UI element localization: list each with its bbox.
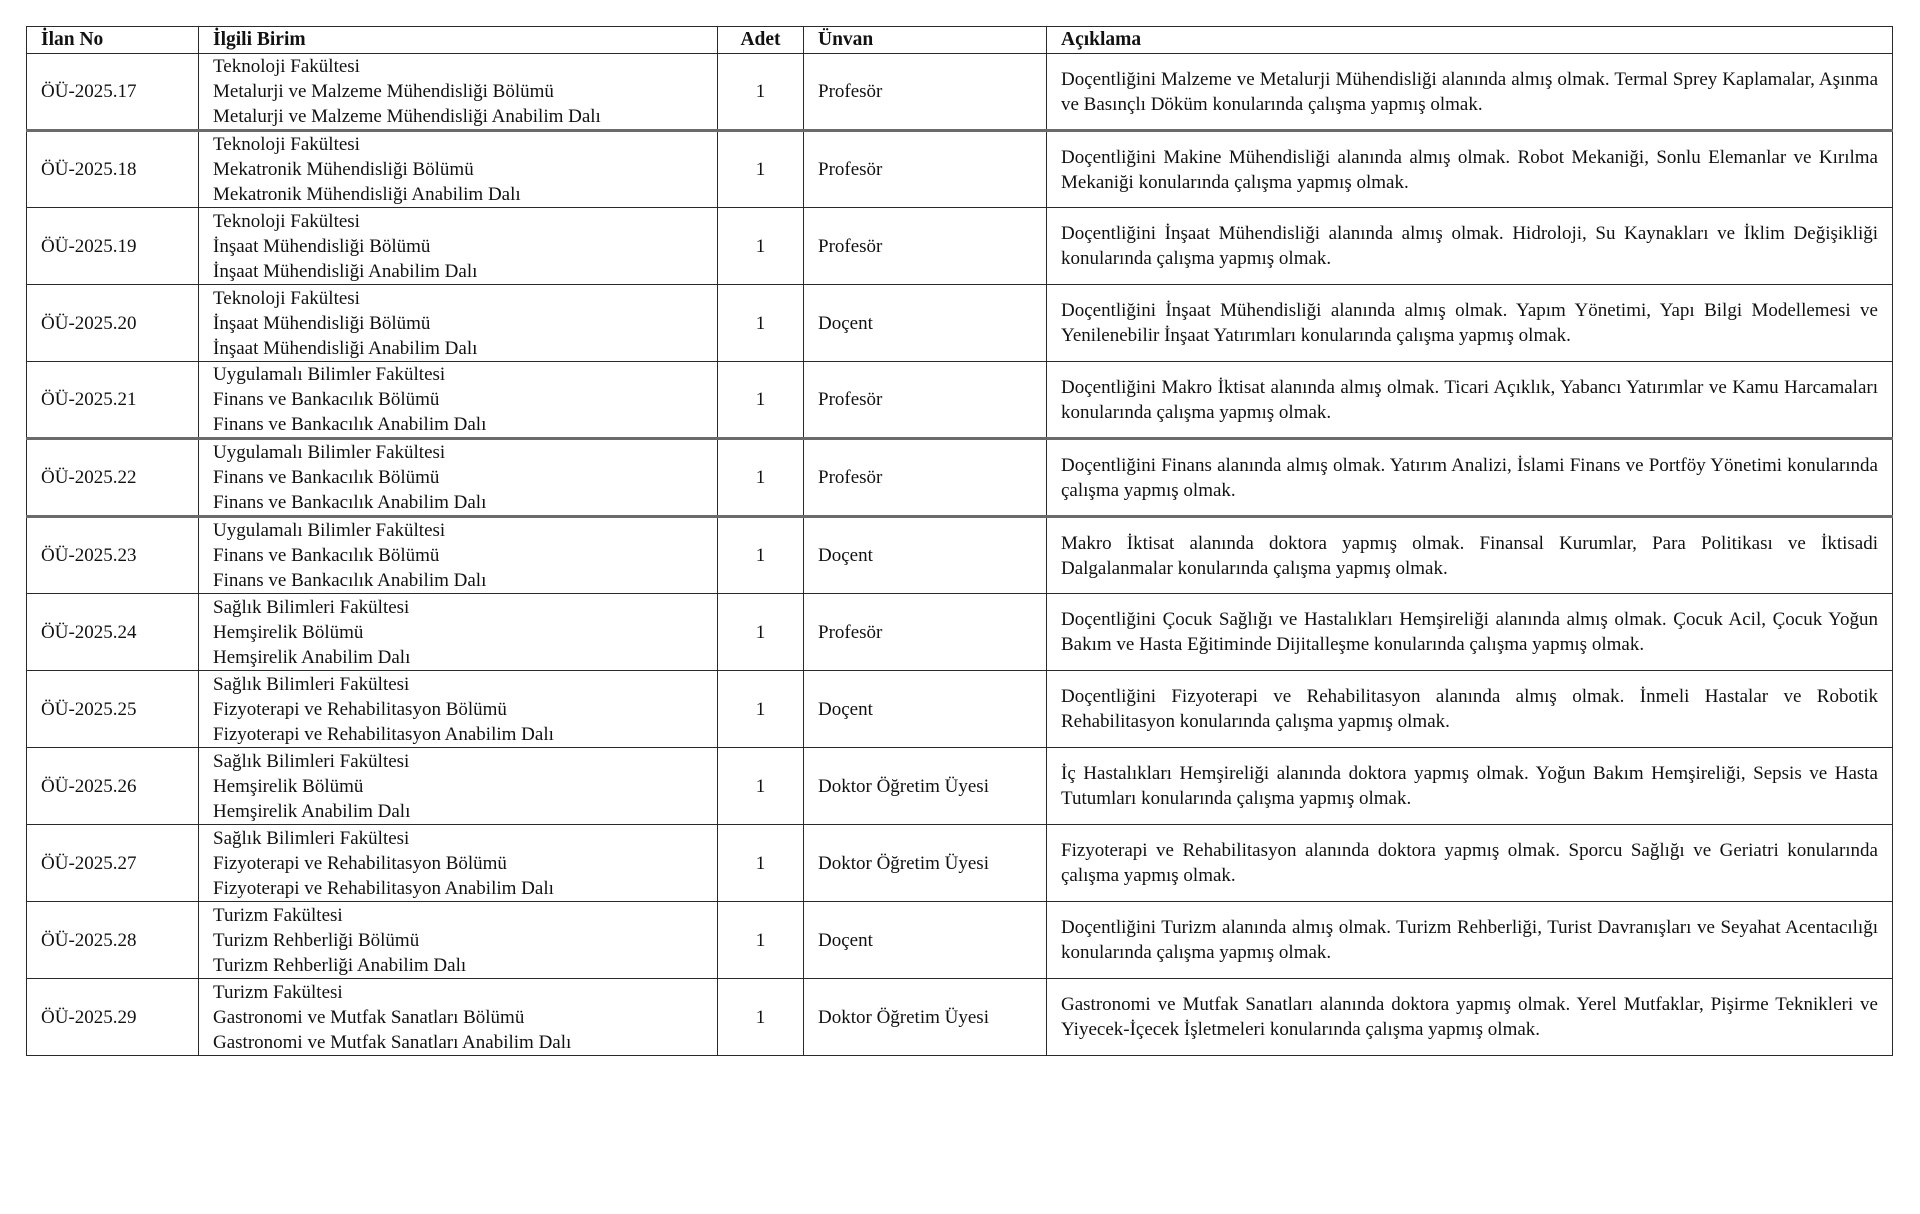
ilgili-birim-cell [199, 594, 718, 671]
header-adet: Adet [718, 27, 804, 54]
unvan-cell: Profesör [804, 131, 1047, 208]
faculty-name: Sağlık Bilimleri Fakültesi [213, 750, 410, 772]
unvan-cell: Profesör [804, 439, 1047, 517]
ilan-no-cell: ÖÜ-2025.29 [27, 979, 199, 1056]
table-row [27, 594, 1893, 671]
department-name: Metalurji ve Malzeme Mühendisliği Bölümü [213, 81, 554, 102]
department-name: Finans ve Bankacılık Bölümü [213, 467, 440, 488]
aciklama-cell: Doçentliğini Makro İktisat alanında almış olmak. Ticari Açıklık, Yabancı Yatırımlar ve Kamu Harcamaları konularında çalışma yapmış olmak. [1047, 362, 1893, 439]
aciklama-cell: Doçentliğini Fizyoterapi ve Rehabilitasyon alanında almış olmak. İnmeli Hastalar ve Robotik Rehabilitasyon konularında çalışma yapmış olmak. [1047, 671, 1893, 748]
ilgili-birim-cell [199, 825, 718, 902]
unvan-cell: Profesör [804, 54, 1047, 131]
adet-cell: 1 [718, 825, 804, 902]
ilgili-birim-cell [199, 439, 718, 517]
ilan-no-cell: ÖÜ-2025.27 [27, 825, 199, 902]
ilgili-birim-cell [199, 979, 718, 1056]
faculty-name: Sağlık Bilimleri Fakültesi [213, 596, 410, 618]
faculty-name: Uygulamalı Bilimler Fakültesi [213, 520, 446, 541]
table-header [27, 27, 1893, 54]
division-name: Metalurji ve Malzeme Mühendisliği Anabilim Dalı [213, 106, 601, 127]
unvan-cell: Doktor Öğretim Üyesi [804, 748, 1047, 825]
division-name: İnşaat Mühendisliği Anabilim Dalı [213, 337, 478, 359]
header-aciklama: Açıklama [1047, 27, 1893, 54]
division-name: Turizm Rehberliği Anabilim Dalı [213, 954, 467, 976]
table-row [27, 825, 1893, 902]
ilan-no-cell: ÖÜ-2025.22 [27, 439, 199, 517]
ilgili-birim-cell [199, 902, 718, 979]
table-row [27, 131, 1893, 208]
ilgili-birim-cell [199, 671, 718, 748]
aciklama-cell: İç Hastalıkları Hemşireliği alanında doktora yapmış olmak. Yoğun Bakım Hemşireliği, Sepsis ve Hasta Tutumları konularında çalışma yapmış olmak. [1047, 748, 1893, 825]
table-body [27, 54, 1893, 1056]
table-row [27, 671, 1893, 748]
adet-cell: 1 [718, 748, 804, 825]
table-row [27, 439, 1893, 517]
aciklama-cell: Doçentliğini Finans alanında almış olmak. Yatırım Analizi, İslami Finans ve Portföy Yönetimi konularında çalışma yapmış olmak. [1047, 439, 1893, 517]
faculty-name: Sağlık Bilimleri Fakültesi [213, 827, 410, 849]
adet-cell: 1 [718, 671, 804, 748]
adet-cell: 1 [718, 208, 804, 285]
unvan-cell: Profesör [804, 362, 1047, 439]
faculty-name: Teknoloji Fakültesi [213, 134, 360, 155]
faculty-name: Teknoloji Fakültesi [213, 210, 360, 232]
department-name: Finans ve Bankacılık Bölümü [213, 545, 440, 566]
ilan-no-cell: ÖÜ-2025.18 [27, 131, 199, 208]
department-name: Turizm Rehberliği Bölümü [213, 929, 420, 951]
division-name: Finans ve Bankacılık Anabilim Dalı [213, 570, 487, 591]
division-name: Finans ve Bankacılık Anabilim Dalı [213, 492, 487, 513]
adet-cell: 1 [718, 517, 804, 594]
faculty-name: Uygulamalı Bilimler Fakültesi [213, 364, 446, 385]
unvan-cell: Profesör [804, 208, 1047, 285]
department-name: Fizyoterapi ve Rehabilitasyon Bölümü [213, 698, 507, 720]
department-name: Hemşirelik Bölümü [213, 621, 364, 643]
department-name: Finans ve Bankacılık Bölümü [213, 389, 440, 410]
ilgili-birim-cell [199, 517, 718, 594]
unvan-cell: Doçent [804, 517, 1047, 594]
table-row [27, 517, 1893, 594]
ilan-no-cell: ÖÜ-2025.19 [27, 208, 199, 285]
ilan-no-cell: ÖÜ-2025.20 [27, 285, 199, 362]
table-row [27, 748, 1893, 825]
adet-cell: 1 [718, 594, 804, 671]
ilgili-birim-cell [199, 54, 718, 131]
aciklama-cell: Doçentliğini Malzeme ve Metalurji Mühendisliği alanında almış olmak. Termal Sprey Kaplamalar, Aşınma ve Basınçlı Döküm konularında çalışma yapmış olmak. [1047, 54, 1893, 131]
unvan-cell: Doçent [804, 671, 1047, 748]
header-unvan: Ünvan [804, 27, 1047, 54]
faculty-name: Turizm Fakültesi [213, 904, 343, 926]
table-row [27, 979, 1893, 1056]
department-name: Mekatronik Mühendisliği Bölümü [213, 159, 474, 180]
ilan-no-cell: ÖÜ-2025.23 [27, 517, 199, 594]
unvan-cell: Doçent [804, 902, 1047, 979]
ilgili-birim-cell [199, 285, 718, 362]
adet-cell: 1 [718, 285, 804, 362]
table-row [27, 362, 1893, 439]
division-name: Mekatronik Mühendisliği Anabilim Dalı [213, 184, 521, 205]
department-name: Fizyoterapi ve Rehabilitasyon Bölümü [213, 852, 507, 874]
aciklama-cell: Doçentliğini İnşaat Mühendisliği alanında almış olmak. Hidroloji, Su Kaynakları ve İklim Değişikliği konularında çalışma yapmış olmak. [1047, 208, 1893, 285]
aciklama-cell: Doçentliğini İnşaat Mühendisliği alanında almış olmak. Yapım Yönetimi, Yapı Bilgi Modellemesi ve Yenilenebilir İnşaat Yatırımları konularında çalışma yapmış olmak. [1047, 285, 1893, 362]
unvan-cell: Doçent [804, 285, 1047, 362]
ilan-no-cell: ÖÜ-2025.21 [27, 362, 199, 439]
department-name: Gastronomi ve Mutfak Sanatları Bölümü [213, 1006, 525, 1028]
ilgili-birim-cell [199, 748, 718, 825]
faculty-name: Uygulamalı Bilimler Fakültesi [213, 442, 446, 463]
ilan-no-cell: ÖÜ-2025.17 [27, 54, 199, 131]
adet-cell: 1 [718, 902, 804, 979]
faculty-name: Teknoloji Fakültesi [213, 287, 360, 309]
faculty-name: Sağlık Bilimleri Fakültesi [213, 673, 410, 695]
header-ilan-no: İlan No [27, 27, 199, 54]
division-name: İnşaat Mühendisliği Anabilim Dalı [213, 260, 478, 282]
aciklama-cell: Makro İktisat alanında doktora yapmış olmak. Finansal Kurumlar, Para Politikası ve İktisadi Dalgalanmalar konularında çalışma yapmış olmak. [1047, 517, 1893, 594]
division-name: Fizyoterapi ve Rehabilitasyon Anabilim Dalı [213, 723, 554, 745]
table-row [27, 285, 1893, 362]
aciklama-cell: Gastronomi ve Mutfak Sanatları alanında doktora yapmış olmak. Yerel Mutfaklar, Pişirme Teknikleri ve Yiyecek-İçecek İşletmeleri konularında çalışma yapmış olmak. [1047, 979, 1893, 1056]
ilan-no-cell: ÖÜ-2025.26 [27, 748, 199, 825]
adet-cell: 1 [718, 979, 804, 1056]
table-row [27, 208, 1893, 285]
department-name: İnşaat Mühendisliği Bölümü [213, 312, 431, 334]
adet-cell: 1 [718, 439, 804, 517]
adet-cell: 1 [718, 54, 804, 131]
adet-cell: 1 [718, 362, 804, 439]
aciklama-cell: Doçentliğini Çocuk Sağlığı ve Hastalıkları Hemşireliği alanında almış olmak. Çocuk Acil, Çocuk Yoğun Bakım ve Hasta Eğitiminde Dijitalleşme konularında çalışma yapmış olmak. [1047, 594, 1893, 671]
ilan-no-cell: ÖÜ-2025.25 [27, 671, 199, 748]
table-row [27, 902, 1893, 979]
unvan-cell: Doktor Öğretim Üyesi [804, 979, 1047, 1056]
division-name: Hemşirelik Anabilim Dalı [213, 646, 411, 668]
ilgili-birim-cell [199, 362, 718, 439]
header-row [27, 27, 1893, 54]
division-name: Finans ve Bankacılık Anabilim Dalı [213, 414, 487, 435]
division-name: Fizyoterapi ve Rehabilitasyon Anabilim Dalı [213, 877, 554, 899]
ilgili-birim-cell [199, 131, 718, 208]
department-name: İnşaat Mühendisliği Bölümü [213, 235, 431, 257]
header-ilgili-birim: İlgili Birim [199, 27, 718, 54]
department-name: Hemşirelik Bölümü [213, 775, 364, 797]
aciklama-cell: Doçentliğini Turizm alanında almış olmak. Turizm Rehberliği, Turist Davranışları ve Seyahat Acentacılığı konularında çalışma yapmış olmak. [1047, 902, 1893, 979]
unvan-cell: Profesör [804, 594, 1047, 671]
unvan-cell: Doktor Öğretim Üyesi [804, 825, 1047, 902]
table-row [27, 54, 1893, 131]
division-name: Gastronomi ve Mutfak Sanatları Anabilim Dalı [213, 1031, 572, 1053]
faculty-name: Teknoloji Fakültesi [213, 56, 360, 77]
aciklama-cell: Doçentliğini Makine Mühendisliği alanında almış olmak. Robot Mekaniği, Sonlu Elemanlar ve Kırılma Mekaniği konularında çalışma yapmış olmak. [1047, 131, 1893, 208]
faculty-name: Turizm Fakültesi [213, 981, 343, 1003]
ilgili-birim-cell [199, 208, 718, 285]
ilan-no-cell: ÖÜ-2025.24 [27, 594, 199, 671]
aciklama-cell: Fizyoterapi ve Rehabilitasyon alanında doktora yapmış olmak. Sporcu Sağlığı ve Geriatri konularında çalışma yapmış olmak. [1047, 825, 1893, 902]
adet-cell: 1 [718, 131, 804, 208]
division-name: Hemşirelik Anabilim Dalı [213, 800, 411, 822]
ilan-no-cell: ÖÜ-2025.28 [27, 902, 199, 979]
job-postings-table [26, 26, 1893, 1056]
